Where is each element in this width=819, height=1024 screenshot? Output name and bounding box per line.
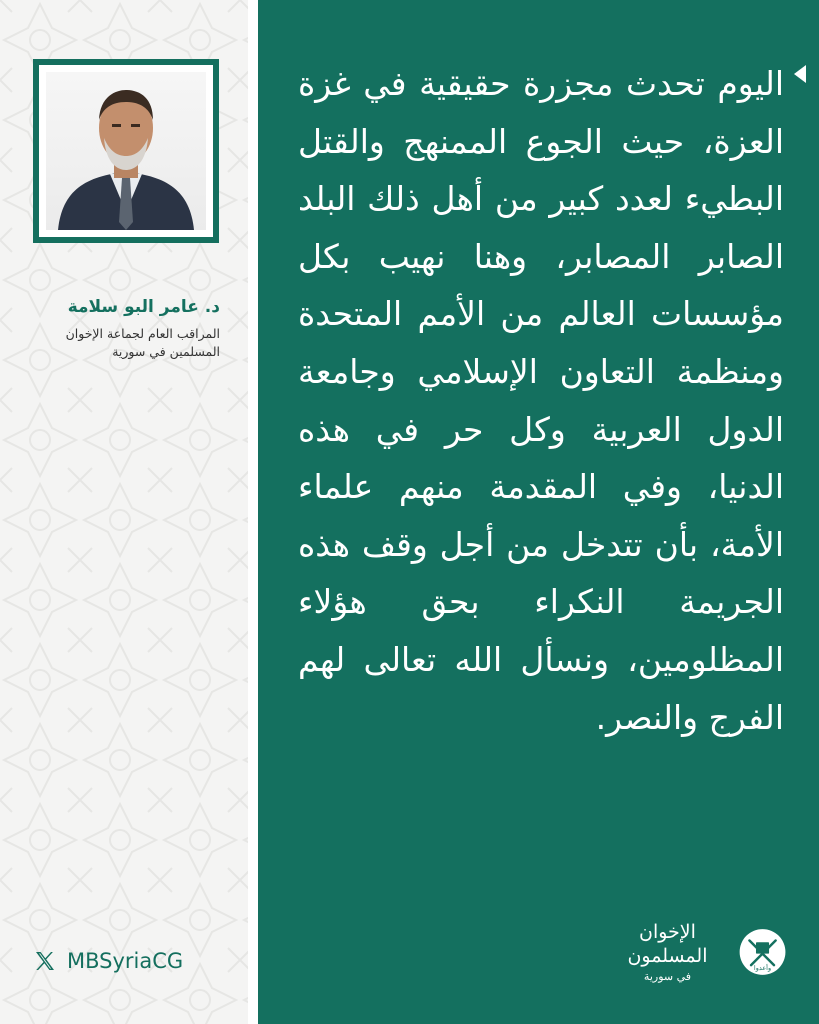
author-name: د. عامر البو سلامة — [67, 297, 220, 317]
portrait-illustration — [46, 72, 206, 230]
logo-line1: الإخوان المسلمون — [627, 921, 708, 967]
quote-text: اليوم تحدث مجزرة حقيقية في غزة العزة، حيث الجوع الممنهج والقتل البطيء لعدد كبير من أهل ذلك البلد الصابر المصابر، وهنا نهيب بكل مؤسسات العالم من الأمم المتحدة ومنظمة التعاون الإسلامي وجامعة الدول العربية وكل حر في هذه الدنيا، وفي المقدمة منهم علماء الأمة، بأن تتدخل من أجل وقف هذه الجريمة النكراء بحق هؤلاء المظلومين، ونسأل الله تعالى لهم الفرج والنصر. — [298, 64, 784, 737]
quote-pointer-icon — [794, 65, 806, 83]
left-panel — [0, 0, 248, 1024]
author-role-line2: المسلمين في سورية — [112, 344, 220, 359]
emblem-text: وأعدوا — [753, 963, 772, 972]
author-photo — [46, 72, 206, 230]
organization-logo — [607, 912, 787, 992]
panel-divider — [248, 0, 258, 1024]
social-handle[interactable] — [33, 946, 183, 976]
social-handle-text: MBSyriaCG — [67, 949, 184, 973]
author-role-line1: المراقب العام لجماعة الإخوان — [65, 326, 220, 341]
logo-line2: في سورية — [643, 970, 692, 983]
x-logo-icon — [33, 949, 57, 973]
swords-emblem-icon — [738, 923, 787, 981]
author-photo-frame — [33, 59, 219, 243]
logo-text — [607, 920, 728, 984]
author-role — [30, 325, 220, 361]
